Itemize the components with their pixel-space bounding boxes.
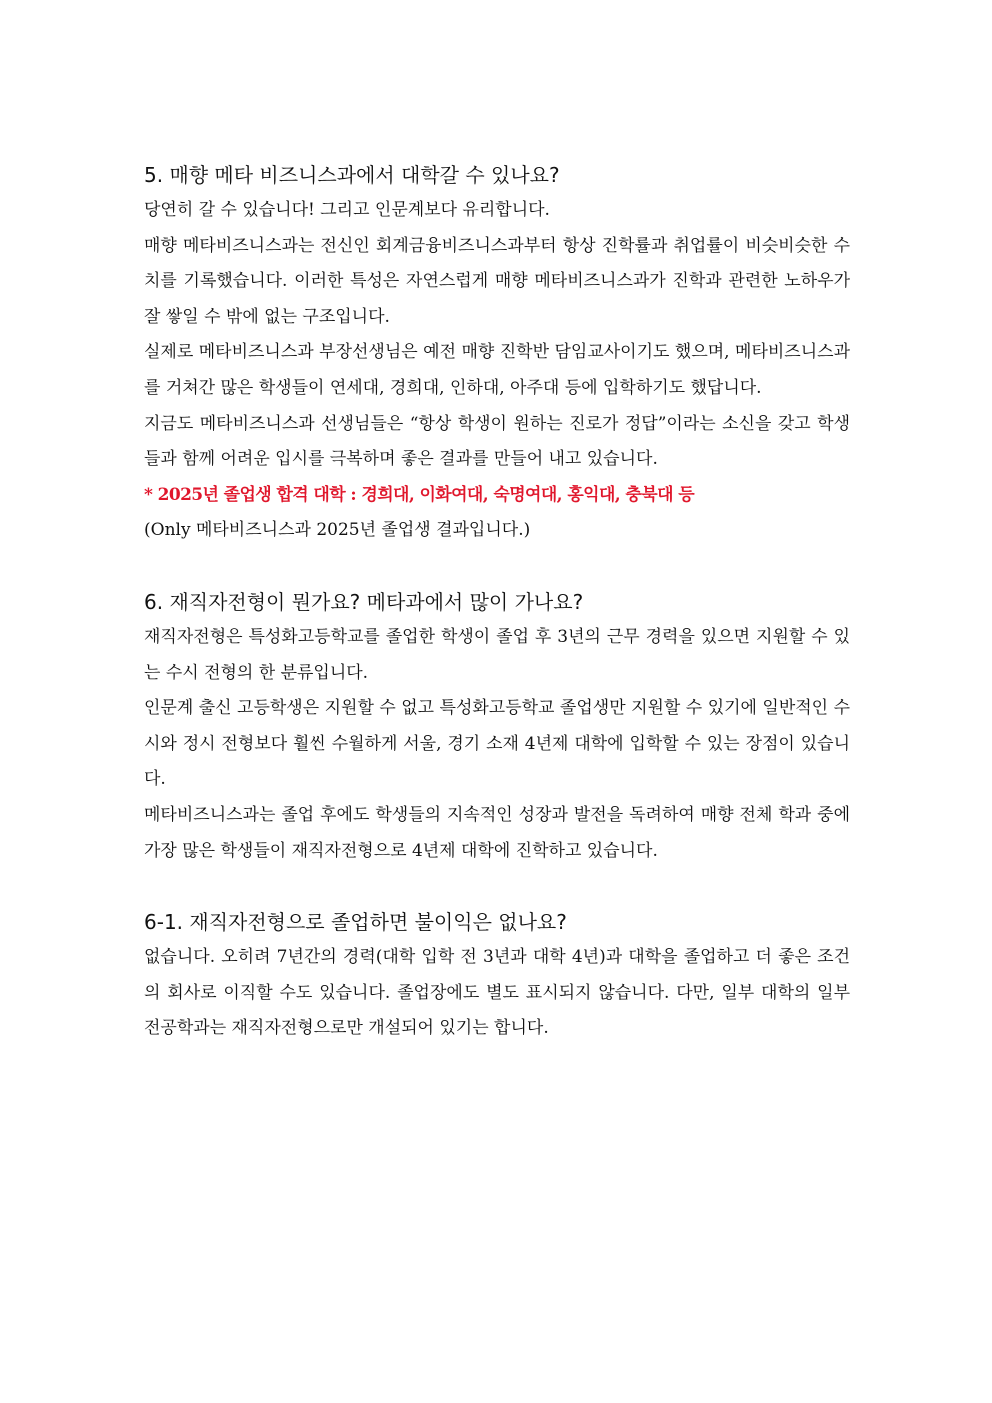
section-6-paragraph-3: 메타비즈니스과는 졸업 후에도 학생들의 지속적인 성장과 발전을 독려하여 매향 전체 학과 중에 가장 많은 학생들이 재직자전형으로 4년제 대학에 진학하고 있습니다. [144,804,850,861]
section-gap [144,869,850,904]
section-6-paragraph-1: 재직자전형은 특성화고등학교를 졸업한 학생이 졸업 후 3년의 근무 경력을 있으면 지원할 수 있는 수시 전형의 한 분류입니다. [144,626,850,683]
admission-results-note: (Only 메타비즈니스과 2025년 졸업생 결과입니다.) [144,520,531,541]
section-5-heading: 5. 매향 메타 비즈니스과에서 대학갈 수 있나요? [144,163,560,187]
admission-results-highlight: * 2025년 졸업생 합격 대학 : 경희대, 이화여대, 숙명여대, 홍익대, 충북대 등 [144,484,695,505]
section-6-1-heading: 6-1. 재직자전형으로 졸업하면 불이익은 없나요? [144,910,567,935]
section-6-paragraph-2: 인문계 출신 고등학생은 지원할 수 없고 특성화고등학교 졸업생만 지원할 수 있기에 일반적인 수시와 정시 전형보다 훨씬 수월하게 서울, 경기 소재 4년제 대학에 입학할 수 있는 장점이 있습니다. [144,698,850,790]
section-gap [144,549,850,584]
section-5-paragraph-4: 지금도 메타비즈니스과 선생님들은 “항상 학생이 원하는 진로가 정답”이라는 소신을 갖고 학생들과 함께 어려운 입시를 극복하며 좋은 결과를 만들어 내고 있습니다. [144,413,850,470]
section-6-heading: 6. 재직자전형이 뭔가요? 메타과에서 많이 가나요? [144,589,584,614]
section-5-paragraph-3: 실제로 메타비즈니스과 부장선생님은 예전 매향 진학반 담임교사이기도 했으며, 메타비즈니스과를 거쳐간 많은 학생들이 연세대, 경희대, 인하대, 아주대 등에 입학하기도 했답니다. [144,342,850,398]
document-page [144,157,850,1047]
section-5-paragraph-2: 매향 메타비즈니스과는 전신인 회계금융비즈니스과부터 항상 진학률과 취업률이 비슷비슷한 수치를 기록했습니다. 이러한 특성은 자연스럽게 매향 메타비즈니스과가 진학과 관련한 노하우가 잘 쌓일 수 밖에 없는 구조입니다. [144,235,850,327]
section-6-1 [144,904,850,1047]
section-5 [144,157,850,549]
section-6 [144,584,850,869]
section-6-1-paragraph-1: 없습니다. 오히려 7년간의 경력(대학 입학 전 3년과 대학 4년)과 대학을 졸업하고 더 좋은 조건의 회사로 이직할 수도 있습니다. 졸업장에도 별도 표시되지 않습니다. 다만, 일부 대학의 일부 전공학과는 재직자전형으로만 개설되어 있기는 합니다. [144,947,850,1039]
section-5-paragraph-1: 당연히 갈 수 있습니다! 그리고 인문계보다 유리합니다. [144,200,550,220]
